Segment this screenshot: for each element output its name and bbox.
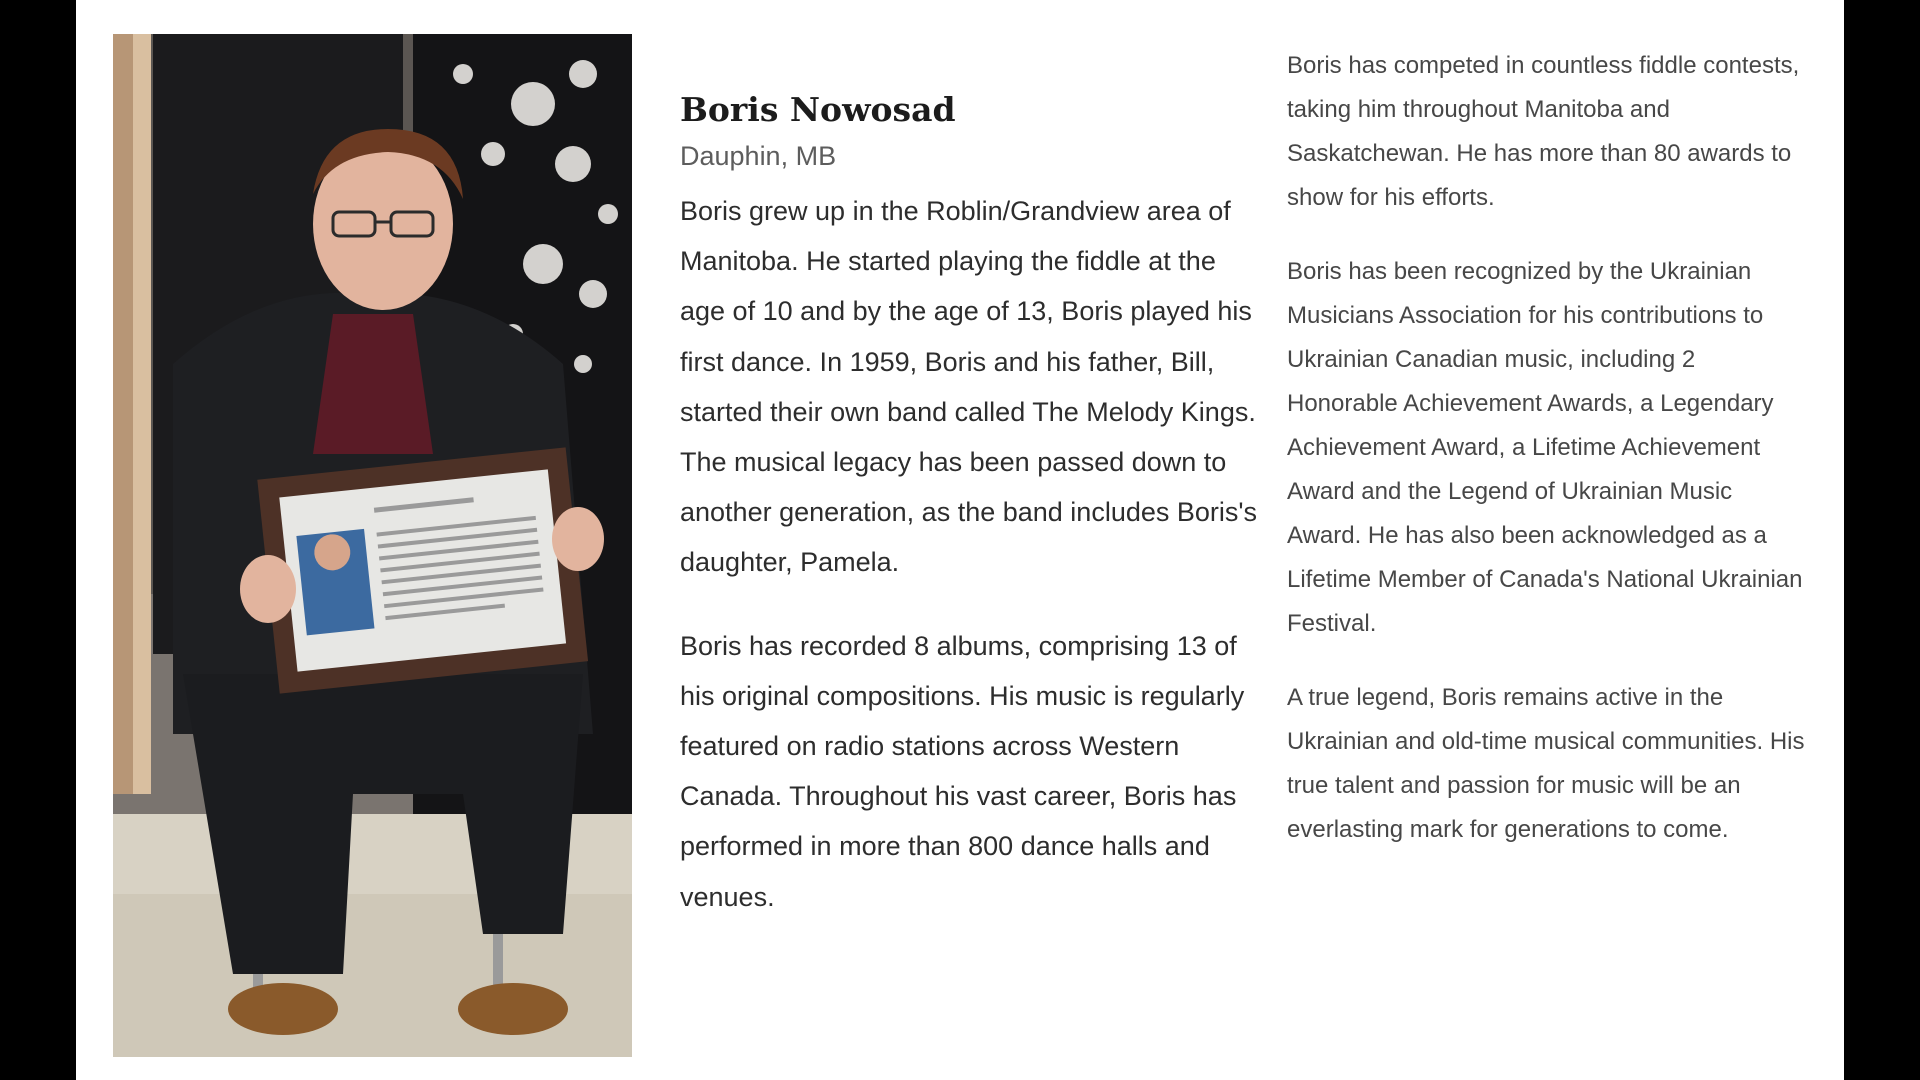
portrait-illustration — [113, 34, 632, 1057]
bio-paragraph: A true legend, Boris remains active in the Ukrainian and old-time musical communities. His true talent and passion for music will be an everlasting mark for generations to come. — [1287, 684, 1805, 843]
portrait-photo — [113, 34, 632, 1057]
bio-paragraph: Boris grew up in the Roblin/Grandview area of Manitoba. He started playing the fiddle at the age of 10 and by the age of 13, Boris played his first dance. In 1959, Boris and his father, Bill, started their own band called The Melody Kings. The musical legacy has been passed down to another generation, as the band includes Boris's daughter, Pamela. — [680, 196, 1258, 578]
person-location: Dauphin, MB — [680, 141, 837, 171]
bio-paragraph: Boris has competed in countless fiddle contests, taking him throughout Manitoba and Saskatchewan. He has more than 80 awards to show for his efforts. — [1287, 52, 1800, 211]
bio-text-left — [680, 186, 1260, 922]
bio-paragraph: Boris has recorded 8 albums, comprising 13 of his original compositions. His music is regularly featured on radio stations across Western Canada. Throughout his vast career, Boris has performed in more than 800 dance halls and venues. — [680, 630, 1245, 912]
profile-card — [76, 0, 1844, 1080]
person-name: Boris Nowosad — [680, 90, 956, 129]
bio-column-right — [1287, 44, 1807, 882]
bio-paragraph: Boris has been recognized by the Ukrainian Musicians Association for his contributions to Ukrainian Canadian music, including 2 Honorable Achievement Awards, a Legendary Achievement Award, a Lifetime Achievement Award and the Legend of Ukrainian Music Award. He has also been acknowledged as a Lifetime Member of Canada's National Ukrainian Festival. — [1287, 258, 1803, 637]
bio-column-left — [680, 86, 1260, 955]
